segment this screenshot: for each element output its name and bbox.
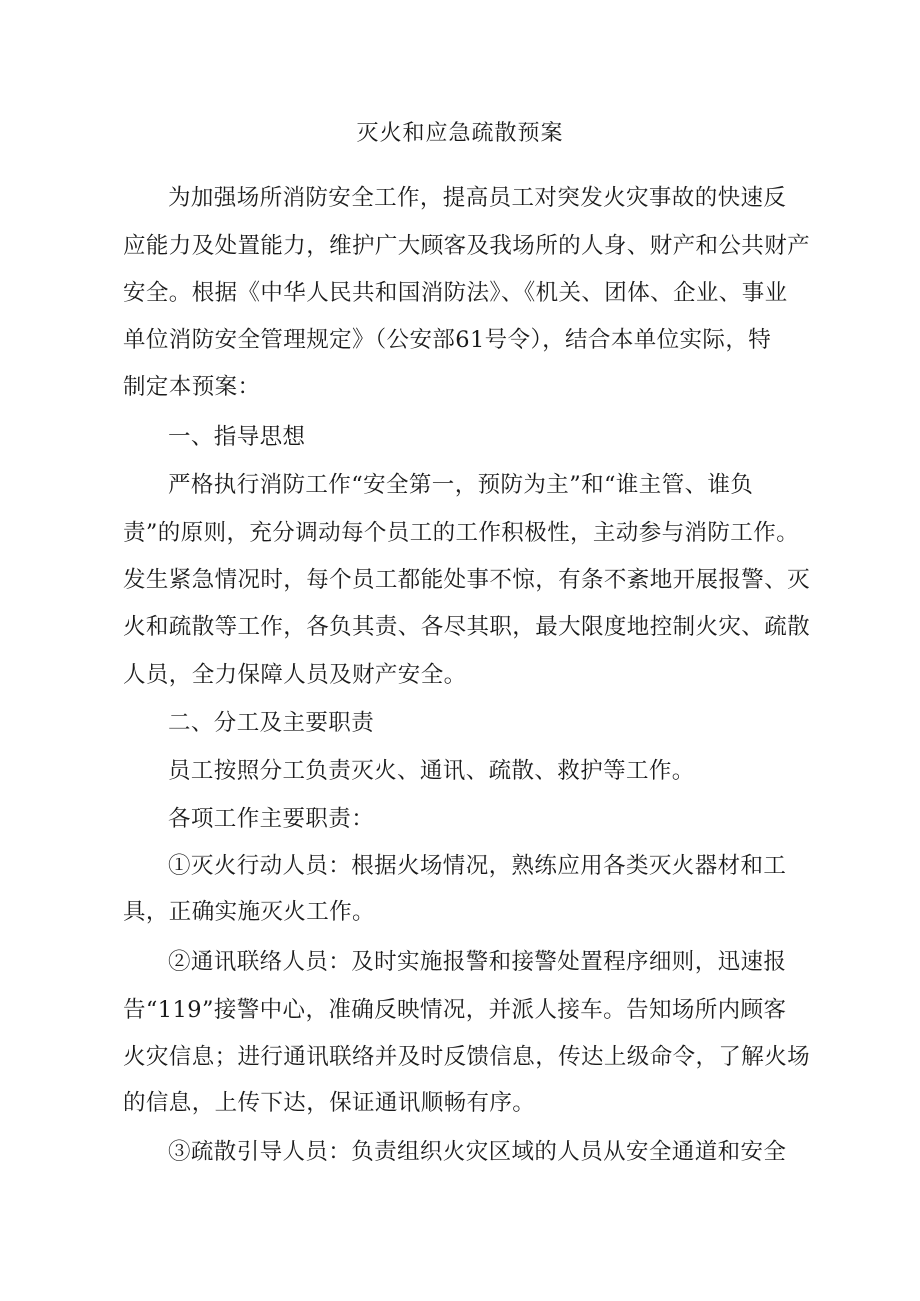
- body-line: 为加强场所消防安全工作，提高员工对突发火灾事故的快速反: [168, 185, 787, 211]
- document-title: 灭火和应急疏散预案: [356, 121, 564, 146]
- body-line: 严格执行消防工作“安全第一，预防为主”和“谁主管、谁负: [168, 472, 754, 498]
- body-line: 应能力及处置能力，维护广大顾客及我场所的人身、财产和公共财产: [123, 233, 811, 259]
- body-line: 的信息，上传下达，保证通讯顺畅有序。: [123, 1090, 536, 1116]
- body-line: 发生紧急情况时，每个员工都能处事不惊，有条不紊地开展报警、灭: [123, 567, 811, 593]
- body-line: ①灭火行动人员：根据火场情况，熟练应用各类灭火器材和工: [168, 853, 787, 879]
- body-line: 火和疏散等工作，各负其责、各尽其职，最大限度地控制火灾、疏散: [123, 614, 811, 640]
- body-line: 一、指导思想: [168, 424, 306, 450]
- body-line: 单位消防安全管理规定》（公安部61号令），结合本单位实际，特: [123, 327, 772, 353]
- body-line: 制定本预案：: [123, 374, 261, 400]
- body-line: 具，正确实施灭火工作。: [123, 899, 375, 925]
- body-line: 二、分工及主要职责: [168, 710, 375, 736]
- body-line: 各项工作主要职责：: [168, 806, 375, 832]
- body-line: 安全。根据《中华人民共和国消防法》、《机关、团体、企业、事业: [123, 280, 788, 306]
- body-line: 告“119”接警中心，准确反映情况，并派人接车。告知场所内顾客: [123, 997, 787, 1023]
- body-line: ②通讯联络人员：及时实施报警和接警处置程序细则，迅速报: [168, 949, 787, 975]
- body-line: 责”的原则，充分调动每个员工的工作积极性，主动参与消防工作。: [123, 520, 800, 546]
- body-line: 火灾信息；进行通讯联络并及时反馈信息，传达上级命令，了解火场: [123, 1044, 811, 1070]
- body-line: 员工按照分工负责灭火、通讯、疏散、救护等工作。: [168, 758, 695, 784]
- body-line: 人员，全力保障人员及财产安全。: [123, 662, 467, 688]
- body-line: ③疏散引导人员：负责组织火灾区域的人员从安全通道和安全: [168, 1139, 787, 1165]
